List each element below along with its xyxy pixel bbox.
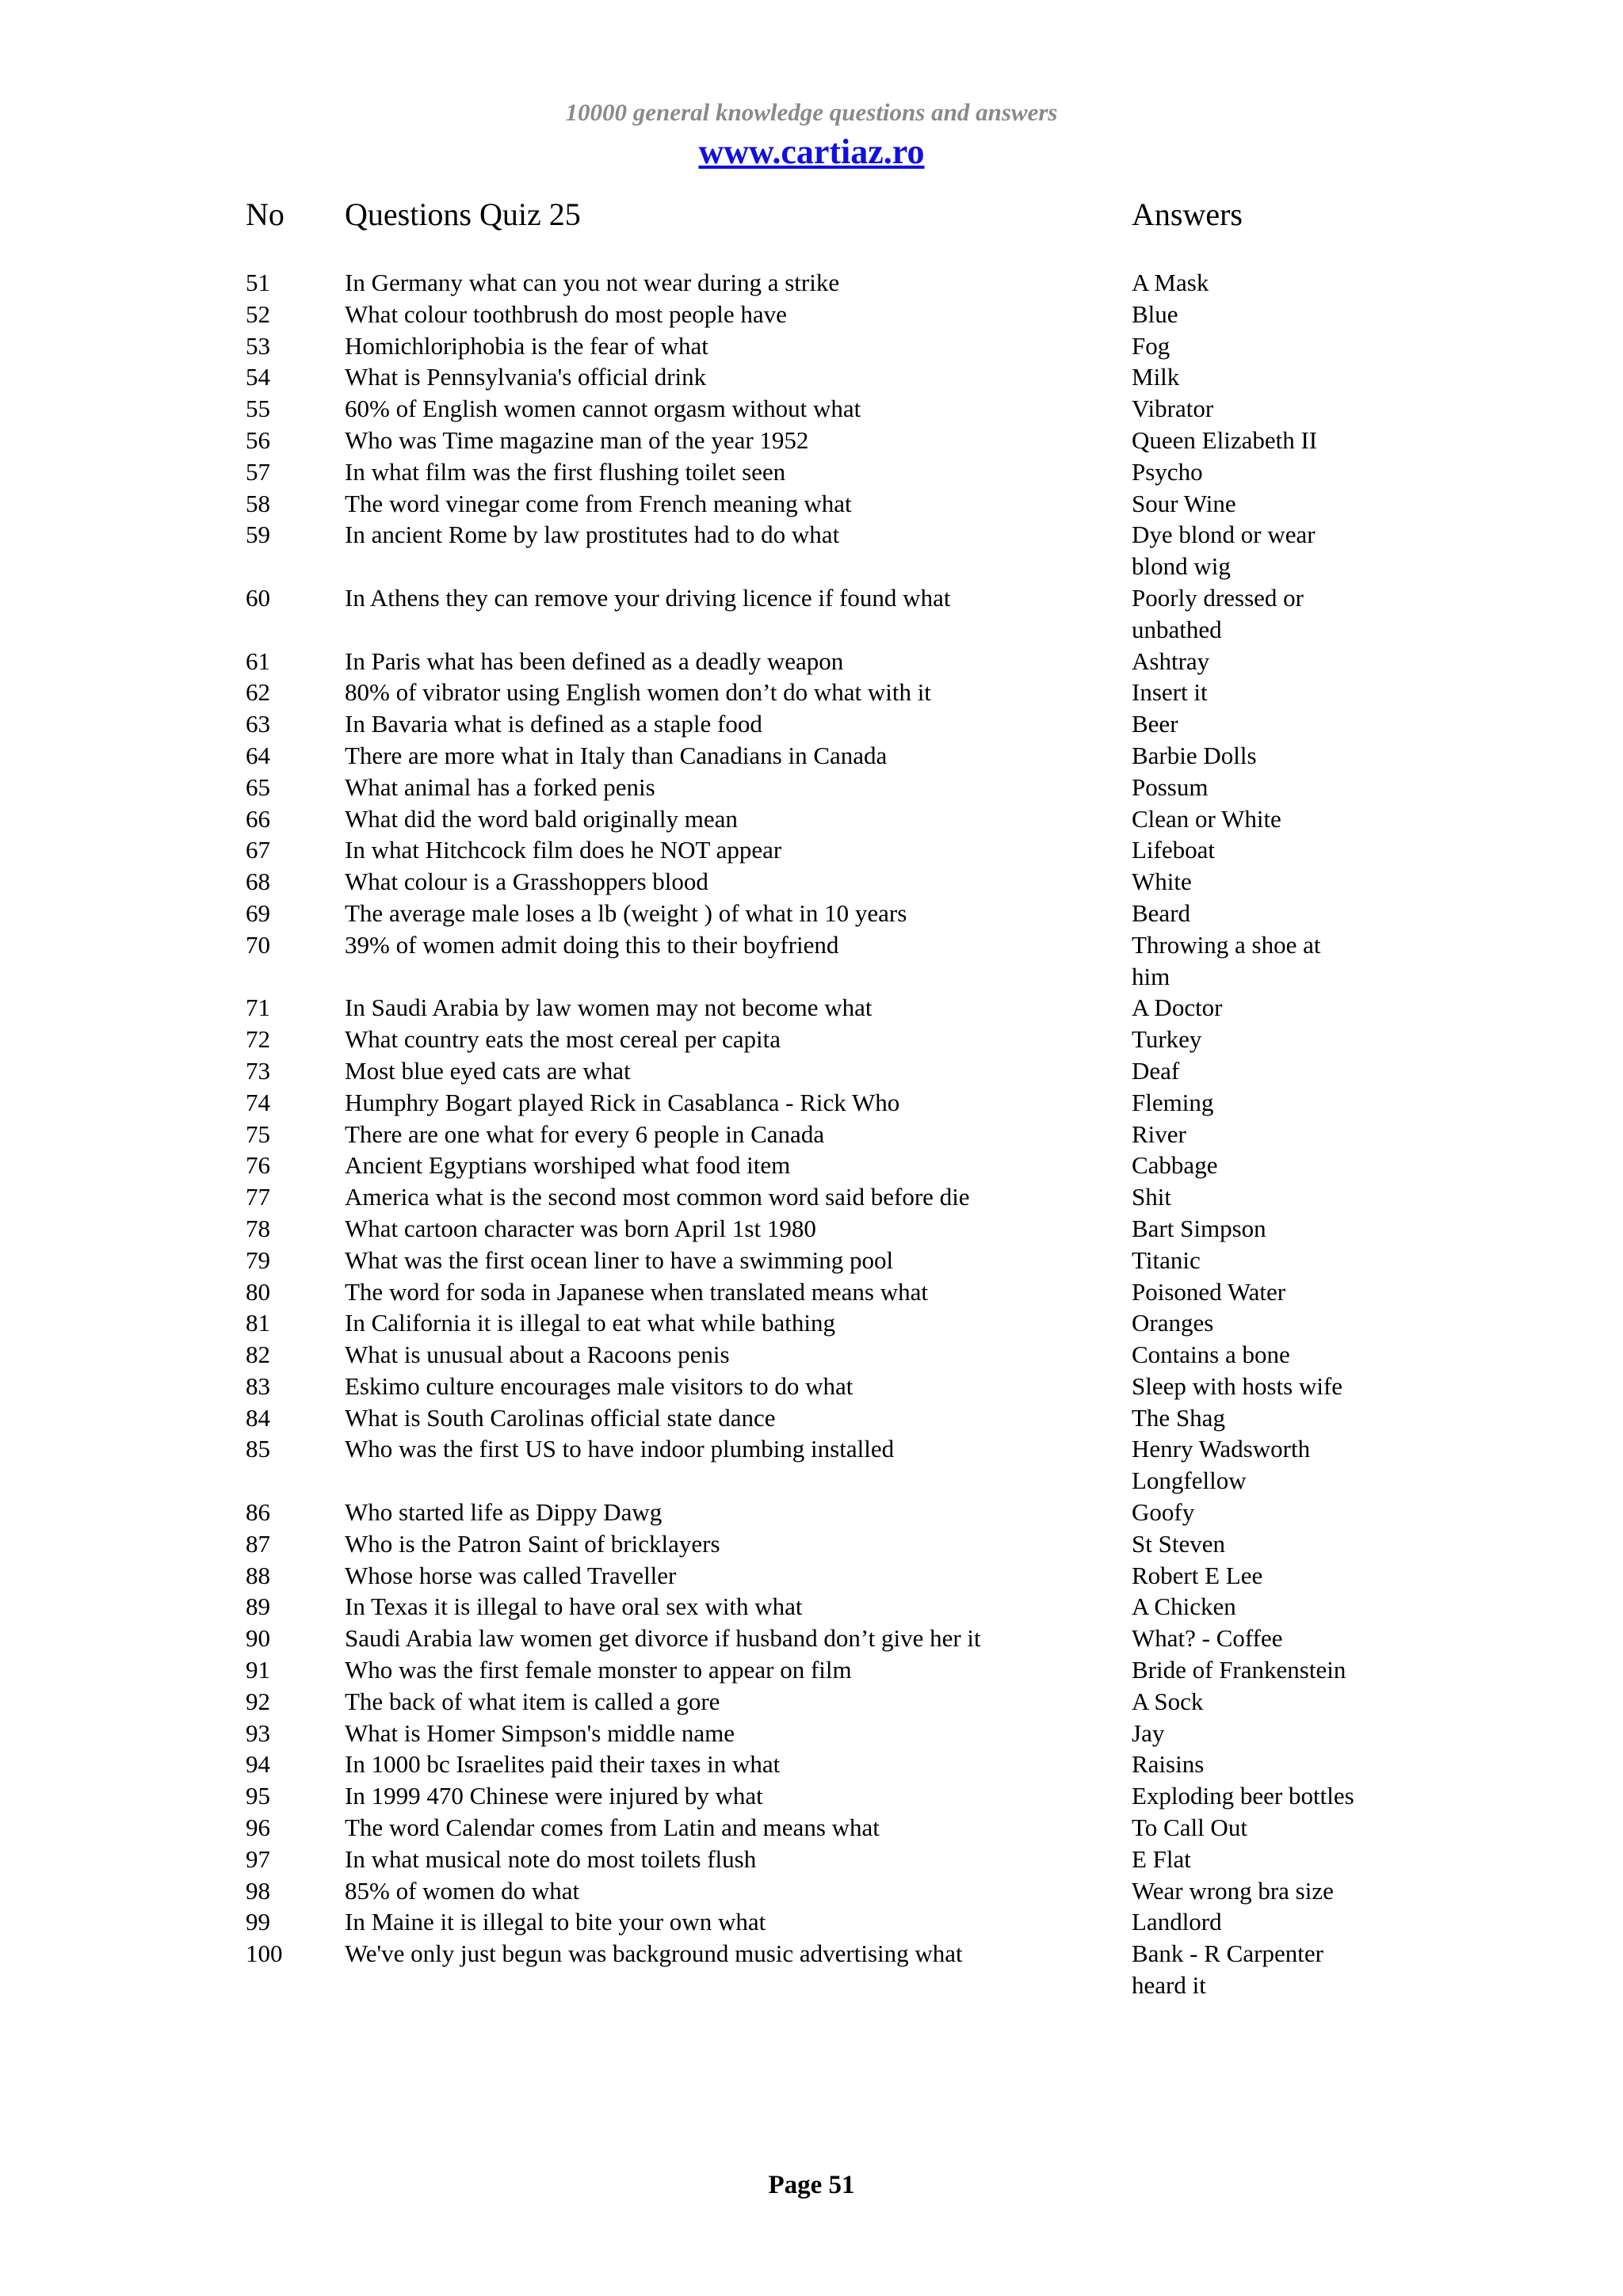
question-number: 87 bbox=[246, 1529, 270, 1558]
page-number: Page 51 bbox=[768, 2171, 855, 2199]
question-text: The back of what item is called a gore bbox=[345, 1687, 720, 1715]
answer-line: Goofy bbox=[1132, 1498, 1195, 1527]
question-text: In Texas it is illegal to have oral sex with what bbox=[345, 1592, 803, 1621]
answer-line: A Mask bbox=[1132, 269, 1209, 296]
question-text: What is South Carolinas official state dance bbox=[345, 1403, 776, 1432]
question-number: 62 bbox=[246, 678, 270, 707]
question-number: 83 bbox=[246, 1371, 270, 1400]
answer-text bbox=[1132, 425, 1393, 456]
question-number: 73 bbox=[246, 1056, 270, 1085]
answer-text bbox=[1132, 1497, 1393, 1528]
answer-line: Turkey bbox=[1132, 1025, 1202, 1054]
answer-text bbox=[1132, 299, 1393, 330]
answer-line: Wear wrong bra size bbox=[1132, 1876, 1334, 1905]
answer-text bbox=[1132, 992, 1393, 1024]
answer-text bbox=[1132, 1812, 1393, 1844]
quiz-row bbox=[0, 1686, 1623, 1718]
question-text: In Saudi Arabia by law women may not become what bbox=[345, 994, 873, 1022]
answer-line: Queen Elizabeth II bbox=[1132, 425, 1318, 454]
question-number: 98 bbox=[246, 1876, 270, 1905]
question-text: In 1999 470 Chinese were injured by what bbox=[345, 1782, 763, 1810]
answer-line: Robert E Lee bbox=[1132, 1561, 1263, 1589]
question-number: 78 bbox=[246, 1214, 270, 1242]
answer-text bbox=[1132, 1718, 1393, 1749]
quiz-row bbox=[0, 1055, 1623, 1087]
quiz-row bbox=[0, 1718, 1623, 1749]
column-header-questions: Questions Quiz 25 bbox=[345, 196, 581, 232]
quiz-row bbox=[0, 1654, 1623, 1686]
question-number: 75 bbox=[246, 1119, 270, 1148]
question-text: In what film was the first flushing toilet seen bbox=[345, 457, 786, 486]
answer-text bbox=[1132, 1245, 1393, 1276]
answer-text bbox=[1132, 1654, 1393, 1686]
question-text: Ancient Egyptians worshiped what food item bbox=[345, 1151, 791, 1180]
quiz-row bbox=[0, 1906, 1623, 1938]
quiz-row bbox=[0, 1780, 1623, 1812]
answer-text bbox=[1132, 488, 1393, 520]
question-number: 59 bbox=[246, 521, 270, 549]
answer-text bbox=[1132, 708, 1393, 740]
column-header-no: No bbox=[246, 196, 285, 232]
answer-text bbox=[1132, 1591, 1393, 1623]
answer-line: The Shag bbox=[1132, 1403, 1225, 1432]
answer-text bbox=[1132, 834, 1393, 866]
question-number: 100 bbox=[246, 1939, 283, 1968]
question-text: Eskimo culture encourages male visitors to do what bbox=[345, 1371, 854, 1400]
quiz-row bbox=[0, 992, 1623, 1024]
question-number: 86 bbox=[246, 1498, 270, 1527]
document-subtitle: 10000 general knowledge questions and answers bbox=[565, 98, 1058, 126]
answer-text bbox=[1132, 1433, 1393, 1497]
question-text: What animal has a forked penis bbox=[345, 772, 655, 801]
answer-line: Possum bbox=[1132, 772, 1209, 801]
quiz-row bbox=[0, 519, 1623, 582]
question-text: Who is the Patron Saint of bricklayers bbox=[345, 1529, 720, 1558]
answer-text bbox=[1132, 1055, 1393, 1087]
answer-text bbox=[1132, 1844, 1393, 1875]
answer-text bbox=[1132, 361, 1393, 393]
answer-text bbox=[1132, 1560, 1393, 1592]
quiz-row bbox=[0, 1307, 1623, 1339]
question-number: 54 bbox=[246, 363, 270, 391]
quiz-row bbox=[0, 582, 1623, 646]
answer-text bbox=[1132, 929, 1393, 993]
question-number: 60 bbox=[246, 583, 270, 612]
question-number: 88 bbox=[246, 1561, 270, 1589]
question-text: Homichloriphobia is the fear of what bbox=[345, 331, 708, 360]
question-number: 91 bbox=[246, 1656, 270, 1684]
answer-text bbox=[1132, 1371, 1393, 1402]
question-text: Most blue eyed cats are what bbox=[345, 1056, 631, 1085]
quiz-row bbox=[0, 393, 1623, 425]
answer-text bbox=[1132, 582, 1393, 646]
quiz-row bbox=[0, 646, 1623, 677]
answer-text bbox=[1132, 1307, 1393, 1339]
quiz-row bbox=[0, 740, 1623, 772]
question-number: 84 bbox=[246, 1403, 270, 1432]
question-text: What is unusual about a Racoons penis bbox=[345, 1341, 730, 1369]
question-text: In ancient Rome by law prostitutes had to do what bbox=[345, 521, 840, 549]
question-number: 89 bbox=[246, 1592, 270, 1621]
answer-text bbox=[1132, 1906, 1393, 1938]
answer-text bbox=[1132, 1402, 1393, 1434]
quiz-row bbox=[0, 267, 1623, 299]
question-text: In Germany what can you not wear during a strike bbox=[345, 269, 840, 296]
answer-line: Throwing a shoe at bbox=[1132, 930, 1321, 959]
answer-line: unbathed bbox=[1132, 615, 1222, 643]
question-text: What cartoon character was born April 1st 1980 bbox=[345, 1214, 816, 1242]
answer-line: Raisins bbox=[1132, 1750, 1205, 1779]
question-number: 80 bbox=[246, 1277, 270, 1306]
question-number: 66 bbox=[246, 804, 270, 833]
answer-line: Henry Wadsworth bbox=[1132, 1435, 1311, 1463]
question-text: The word Calendar comes from Latin and means what bbox=[345, 1814, 880, 1842]
quiz-row bbox=[0, 1433, 1623, 1497]
question-number: 76 bbox=[246, 1151, 270, 1180]
quiz-row bbox=[0, 1938, 1623, 2001]
site-link[interactable]: www.cartiaz.ro bbox=[698, 132, 925, 171]
question-text: What is Pennsylvania's official drink bbox=[345, 363, 707, 391]
answer-line: Blue bbox=[1132, 299, 1178, 328]
answer-text bbox=[1132, 1119, 1393, 1150]
question-text: In what Hitchcock film does he NOT appear bbox=[345, 836, 782, 864]
quiz-row bbox=[0, 929, 1623, 993]
quiz-table bbox=[0, 267, 1623, 2001]
question-text: Who was the first female monster to appear on film bbox=[345, 1656, 852, 1684]
question-number: 72 bbox=[246, 1025, 270, 1054]
answer-text bbox=[1132, 1087, 1393, 1119]
question-number: 68 bbox=[246, 868, 270, 896]
quiz-row bbox=[0, 834, 1623, 866]
question-text: In Bavaria what is defined as a staple food bbox=[345, 710, 762, 738]
quiz-row bbox=[0, 456, 1623, 488]
question-number: 85 bbox=[246, 1435, 270, 1463]
answer-line: Shit bbox=[1132, 1183, 1171, 1211]
answer-text bbox=[1132, 393, 1393, 425]
question-number: 51 bbox=[246, 269, 270, 296]
quiz-row bbox=[0, 1245, 1623, 1276]
answer-line: Vibrator bbox=[1132, 395, 1214, 423]
quiz-row bbox=[0, 425, 1623, 456]
quiz-row bbox=[0, 677, 1623, 708]
question-number: 69 bbox=[246, 898, 270, 927]
answer-line: blond wig bbox=[1132, 552, 1231, 581]
answer-line: Titanic bbox=[1132, 1245, 1201, 1274]
question-text: Whose horse was called Traveller bbox=[345, 1561, 677, 1589]
quiz-row bbox=[0, 708, 1623, 740]
quiz-row bbox=[0, 1623, 1623, 1654]
answer-text bbox=[1132, 456, 1393, 488]
answer-line: A Doctor bbox=[1132, 994, 1223, 1022]
quiz-row bbox=[0, 1276, 1623, 1308]
answer-line: Jay bbox=[1132, 1718, 1165, 1747]
question-number: 77 bbox=[246, 1183, 270, 1211]
question-number: 64 bbox=[246, 741, 270, 769]
answer-text bbox=[1132, 646, 1393, 677]
question-text: The word vinegar come from French meaning what bbox=[345, 489, 852, 517]
question-text: Humphry Bogart played Rick in Casablanca - Rick Who bbox=[345, 1088, 900, 1116]
answer-text bbox=[1132, 1528, 1393, 1560]
quiz-row bbox=[0, 803, 1623, 835]
question-text: Who started life as Dippy Dawg bbox=[345, 1498, 663, 1527]
quiz-row bbox=[0, 898, 1623, 929]
question-text: 39% of women admit doing this to their boyfriend bbox=[345, 930, 839, 959]
question-text: Saudi Arabia law women get divorce if husband don’t give her it bbox=[345, 1624, 981, 1653]
answer-line: Dye blond or wear bbox=[1132, 521, 1316, 549]
answer-text bbox=[1132, 1150, 1393, 1181]
question-text: We've only just begun was background music advertising what bbox=[345, 1939, 963, 1968]
question-text: What was the first ocean liner to have a swimming pool bbox=[345, 1245, 894, 1274]
question-text: In Maine it is illegal to bite your own what bbox=[345, 1908, 766, 1936]
answer-line: What? - Coffee bbox=[1132, 1624, 1283, 1653]
answer-line: Sleep with hosts wife bbox=[1132, 1371, 1343, 1400]
answer-text bbox=[1132, 519, 1393, 582]
quiz-row bbox=[0, 1560, 1623, 1592]
answer-text bbox=[1132, 677, 1393, 708]
question-text: In Athens they can remove your driving licence if found what bbox=[345, 583, 951, 612]
answer-text bbox=[1132, 1024, 1393, 1055]
question-number: 81 bbox=[246, 1309, 270, 1337]
question-text: 60% of English women cannot orgasm without what bbox=[345, 395, 861, 423]
quiz-row bbox=[0, 1402, 1623, 1434]
answer-line: Oranges bbox=[1132, 1309, 1214, 1337]
answer-line: him bbox=[1132, 962, 1170, 990]
answer-text bbox=[1132, 1686, 1393, 1718]
question-number: 93 bbox=[246, 1718, 270, 1747]
answer-line: Bride of Frankenstein bbox=[1132, 1656, 1346, 1684]
question-text: Who was Time magazine man of the year 1952 bbox=[345, 425, 809, 454]
answer-line: Fog bbox=[1132, 331, 1170, 360]
answer-line: Bank - R Carpenter bbox=[1132, 1939, 1323, 1968]
answer-line: Poisoned Water bbox=[1132, 1277, 1286, 1306]
question-text: What country eats the most cereal per capita bbox=[345, 1025, 781, 1054]
answer-line: Beard bbox=[1132, 898, 1191, 927]
question-number: 79 bbox=[246, 1245, 270, 1274]
answer-line: Longfellow bbox=[1132, 1466, 1247, 1495]
answer-line: Landlord bbox=[1132, 1908, 1222, 1936]
question-number: 70 bbox=[246, 930, 270, 959]
answer-text bbox=[1132, 1623, 1393, 1654]
answer-line: Beer bbox=[1132, 710, 1178, 738]
answer-text bbox=[1132, 898, 1393, 929]
quiz-row bbox=[0, 361, 1623, 393]
answer-text bbox=[1132, 866, 1393, 898]
question-number: 97 bbox=[246, 1844, 270, 1873]
answer-text bbox=[1132, 1938, 1393, 2001]
answer-text bbox=[1132, 1339, 1393, 1371]
question-number: 92 bbox=[246, 1687, 270, 1715]
column-header-answers: Answers bbox=[1132, 196, 1243, 232]
quiz-row bbox=[0, 772, 1623, 803]
answer-line: White bbox=[1132, 868, 1192, 896]
question-text: What colour is a Grasshoppers blood bbox=[345, 868, 708, 896]
quiz-row bbox=[0, 866, 1623, 898]
question-number: 52 bbox=[246, 299, 270, 328]
question-number: 96 bbox=[246, 1814, 270, 1842]
answer-line: To Call Out bbox=[1132, 1814, 1247, 1842]
question-text: What colour toothbrush do most people have bbox=[345, 299, 787, 328]
quiz-row bbox=[0, 1119, 1623, 1150]
quiz-row bbox=[0, 1497, 1623, 1528]
question-number: 58 bbox=[246, 489, 270, 517]
quiz-row bbox=[0, 1528, 1623, 1560]
quiz-row bbox=[0, 1181, 1623, 1213]
answer-text bbox=[1132, 267, 1393, 299]
quiz-row bbox=[0, 1875, 1623, 1907]
question-number: 56 bbox=[246, 425, 270, 454]
question-text: The word for soda in Japanese when translated means what bbox=[345, 1277, 929, 1306]
question-text: There are one what for every 6 people in Canada bbox=[345, 1119, 825, 1148]
answer-line: Sour Wine bbox=[1132, 489, 1236, 517]
question-number: 61 bbox=[246, 646, 270, 675]
answer-line: A Chicken bbox=[1132, 1592, 1236, 1621]
quiz-row bbox=[0, 1024, 1623, 1055]
question-text: In California it is illegal to eat what while bathing bbox=[345, 1309, 835, 1337]
question-number: 94 bbox=[246, 1750, 270, 1779]
answer-line: Barbie Dolls bbox=[1132, 741, 1257, 769]
question-text: There are more what in Italy than Canadians in Canada bbox=[345, 741, 888, 769]
answer-line: Fleming bbox=[1132, 1088, 1214, 1116]
answer-line: Deaf bbox=[1132, 1056, 1180, 1085]
question-number: 82 bbox=[246, 1341, 270, 1369]
quiz-row bbox=[0, 1371, 1623, 1402]
answer-text bbox=[1132, 772, 1393, 803]
quiz-row bbox=[0, 1591, 1623, 1623]
quiz-row bbox=[0, 1150, 1623, 1181]
quiz-row bbox=[0, 1213, 1623, 1245]
answer-text bbox=[1132, 803, 1393, 835]
question-text: 85% of women do what bbox=[345, 1876, 580, 1905]
question-number: 55 bbox=[246, 395, 270, 423]
answer-line: Contains a bone bbox=[1132, 1341, 1290, 1369]
answer-text bbox=[1132, 1276, 1393, 1308]
answer-line: A Sock bbox=[1132, 1687, 1204, 1715]
question-number: 99 bbox=[246, 1908, 270, 1936]
question-text: What is Homer Simpson's middle name bbox=[345, 1718, 735, 1747]
answer-line: Cabbage bbox=[1132, 1151, 1218, 1180]
answer-text bbox=[1132, 1780, 1393, 1812]
answer-line: Clean or White bbox=[1132, 804, 1281, 833]
question-number: 71 bbox=[246, 994, 270, 1022]
question-text: In what musical note do most toilets flush bbox=[345, 1844, 757, 1873]
question-text: Who was the first US to have indoor plumbing installed bbox=[345, 1435, 895, 1463]
question-number: 67 bbox=[246, 836, 270, 864]
answer-line: St Steven bbox=[1132, 1529, 1225, 1558]
answer-line: E Flat bbox=[1132, 1844, 1191, 1873]
question-number: 74 bbox=[246, 1088, 270, 1116]
question-text: The average male loses a lb (weight ) of what in 10 years bbox=[345, 898, 907, 927]
question-number: 90 bbox=[246, 1624, 270, 1653]
answer-line: River bbox=[1132, 1119, 1186, 1148]
quiz-row bbox=[0, 1087, 1623, 1119]
answer-text bbox=[1132, 740, 1393, 772]
question-number: 65 bbox=[246, 772, 270, 801]
quiz-row bbox=[0, 1749, 1623, 1780]
answer-text bbox=[1132, 1181, 1393, 1213]
answer-line: Lifeboat bbox=[1132, 836, 1216, 864]
answer-text bbox=[1132, 1875, 1393, 1907]
answer-text bbox=[1132, 1213, 1393, 1245]
quiz-row bbox=[0, 1339, 1623, 1371]
answer-line: Psycho bbox=[1132, 457, 1203, 486]
quiz-row bbox=[0, 1844, 1623, 1875]
question-text: 80% of vibrator using English women don’t do what with it bbox=[345, 678, 931, 707]
answer-line: Ashtray bbox=[1132, 646, 1210, 675]
question-number: 63 bbox=[246, 710, 270, 738]
answer-text bbox=[1132, 1749, 1393, 1780]
answer-line: Exploding beer bottles bbox=[1132, 1782, 1354, 1810]
quiz-row bbox=[0, 1812, 1623, 1844]
quiz-row bbox=[0, 330, 1623, 362]
answer-line: Poorly dressed or bbox=[1132, 583, 1304, 612]
question-number: 53 bbox=[246, 331, 270, 360]
question-text: What did the word bald originally mean bbox=[345, 804, 738, 833]
answer-line: Insert it bbox=[1132, 678, 1208, 707]
answer-line: Milk bbox=[1132, 363, 1180, 391]
question-text: In Paris what has been defined as a deadly weapon bbox=[345, 646, 844, 675]
answer-line: heard it bbox=[1132, 1971, 1206, 2000]
question-text: America what is the second most common word said before die bbox=[345, 1183, 970, 1211]
quiz-row bbox=[0, 299, 1623, 330]
quiz-row bbox=[0, 488, 1623, 520]
answer-line: Bart Simpson bbox=[1132, 1214, 1266, 1242]
answer-text bbox=[1132, 330, 1393, 362]
question-number: 57 bbox=[246, 457, 270, 486]
question-number: 95 bbox=[246, 1782, 270, 1810]
question-text: In 1000 bc Israelites paid their taxes in what bbox=[345, 1750, 781, 1779]
